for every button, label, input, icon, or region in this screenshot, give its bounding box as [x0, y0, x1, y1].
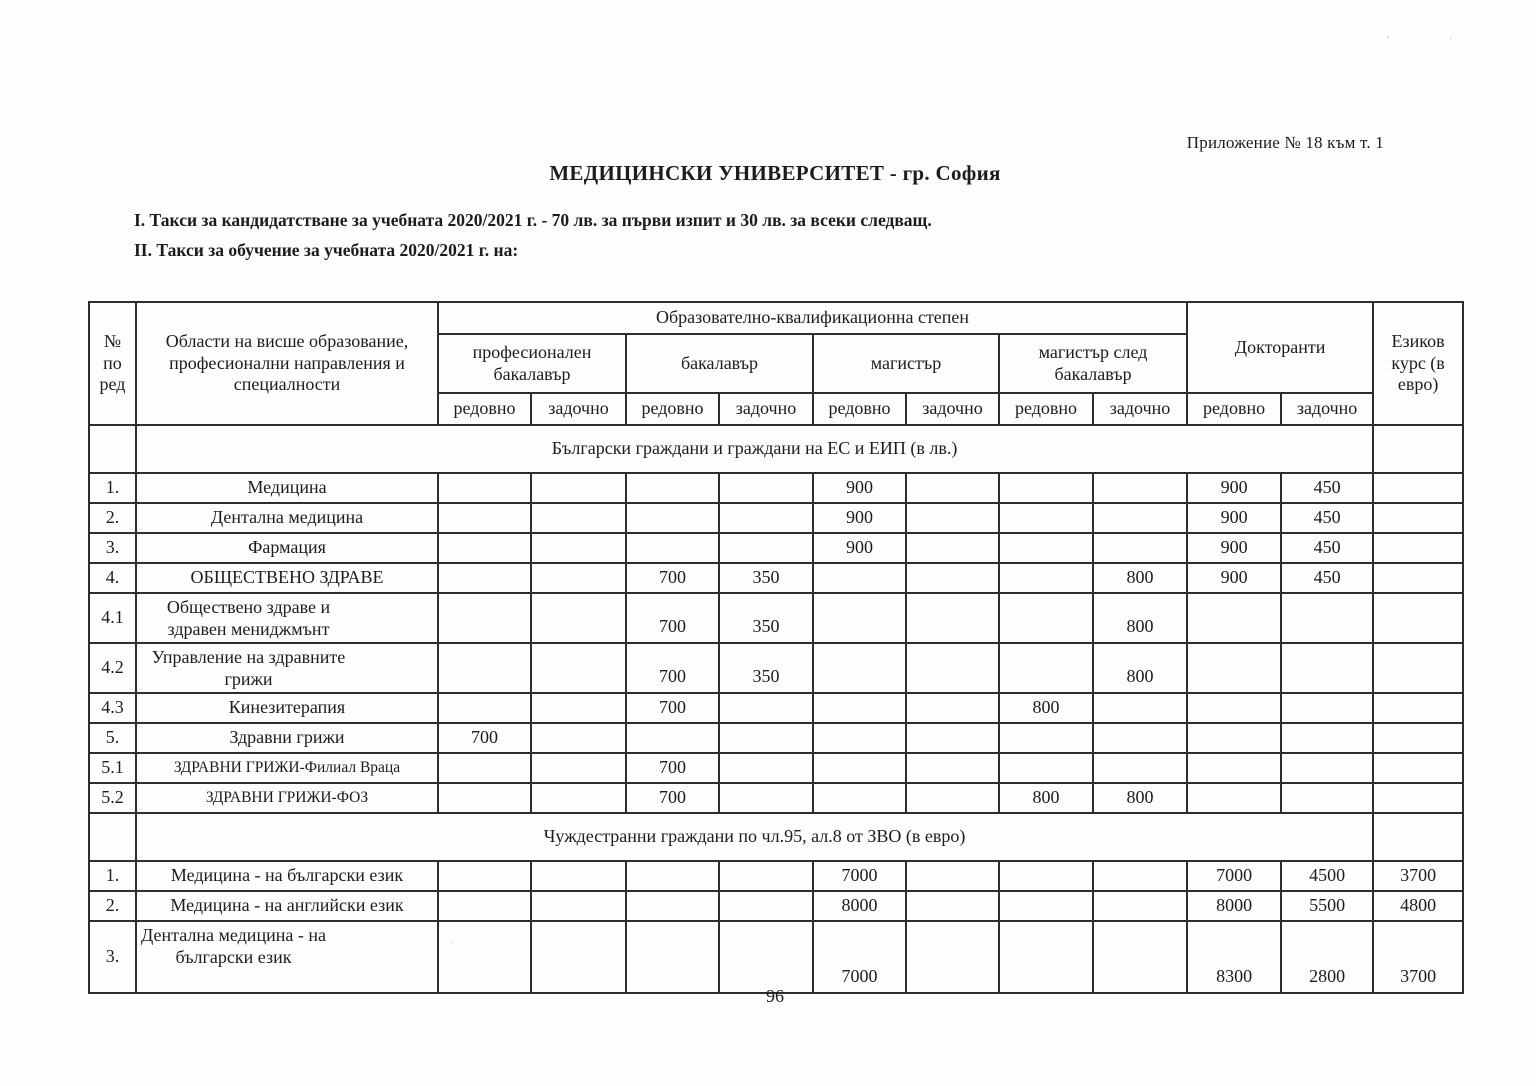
- fee-value-cell: [531, 563, 626, 593]
- fee-value-cell: [719, 783, 813, 813]
- fee-value-cell: 2800: [1281, 921, 1373, 993]
- fee-value-cell: 800: [999, 783, 1093, 813]
- fee-value-cell: [1373, 593, 1463, 643]
- fee-value-cell: 450: [1281, 503, 1373, 533]
- row-number: 4.1: [89, 593, 136, 643]
- fee-value-cell: [999, 643, 1093, 693]
- specialty-name: Медицина: [136, 473, 438, 503]
- fee-value-cell: [1373, 533, 1463, 563]
- fee-value-cell: 900: [813, 533, 906, 563]
- header-row-number: № по ред: [89, 302, 136, 425]
- fee-value-cell: 450: [1281, 473, 1373, 503]
- fee-value-cell: 900: [1187, 503, 1281, 533]
- fee-value-cell: 900: [813, 503, 906, 533]
- specialty-name: Фармация: [136, 533, 438, 563]
- fee-value-cell: [531, 503, 626, 533]
- fee-value-cell: [531, 921, 626, 993]
- fee-value-cell: [906, 891, 999, 921]
- header-mode-part-time: задочно: [719, 393, 813, 425]
- fee-value-cell: [813, 693, 906, 723]
- header-mode-full-time: редовно: [438, 393, 531, 425]
- row-number: 1.: [89, 861, 136, 891]
- fee-value-cell: 700: [626, 563, 719, 593]
- fee-row: [89, 783, 1463, 813]
- fee-value-cell: [1093, 693, 1187, 723]
- header-degree-master: магистър: [813, 334, 999, 393]
- specialty-name: Здравни грижи: [136, 723, 438, 753]
- fee-value-cell: [531, 891, 626, 921]
- fee-value-cell: [1093, 503, 1187, 533]
- fee-value-cell: [719, 861, 813, 891]
- fee-value-cell: [906, 503, 999, 533]
- fee-value-cell: [438, 593, 531, 643]
- fee-value-cell: [438, 503, 531, 533]
- specialty-name: Дентална медицина - на български език: [136, 921, 438, 993]
- fee-value-cell: [1373, 473, 1463, 503]
- fee-value-cell: [531, 861, 626, 891]
- fee-value-cell: [438, 643, 531, 693]
- header-mode-full-time: редовно: [999, 393, 1093, 425]
- specialty-name: Кинезитерапия: [136, 693, 438, 723]
- fee-value-cell: [813, 643, 906, 693]
- fee-value-cell: 4800: [1373, 891, 1463, 921]
- fee-value-cell: 800: [999, 693, 1093, 723]
- fee-value-cell: [1373, 693, 1463, 723]
- fee-value-cell: 8000: [1187, 891, 1281, 921]
- fee-value-cell: [531, 593, 626, 643]
- fee-value-cell: [1187, 753, 1281, 783]
- fee-value-cell: [1373, 643, 1463, 693]
- fee-value-cell: [999, 723, 1093, 753]
- row-number: 5.: [89, 723, 136, 753]
- fee-value-cell: [438, 533, 531, 563]
- fee-value-cell: [531, 473, 626, 503]
- fee-value-cell: [906, 563, 999, 593]
- fee-value-cell: 8000: [813, 891, 906, 921]
- fee-value-cell: [1187, 593, 1281, 643]
- fee-value-cell: [906, 693, 999, 723]
- specialty-name: ЗДРАВНИ ГРИЖИ-ФОЗ: [136, 783, 438, 813]
- language-course-cell: [1373, 425, 1463, 473]
- fee-value-cell: 900: [1187, 533, 1281, 563]
- page-number: 96: [766, 986, 784, 1006]
- fee-value-cell: [999, 593, 1093, 643]
- fee-value-cell: [906, 861, 999, 891]
- fee-row: [89, 503, 1463, 533]
- fee-value-cell: [906, 753, 999, 783]
- section-title: Български граждани и граждани на ЕС и ЕИП (в лв.): [136, 425, 1373, 473]
- fee-value-cell: 900: [1187, 563, 1281, 593]
- header-degree-bachelor: бакалавър: [626, 334, 813, 393]
- fee-value-cell: 3700: [1373, 921, 1463, 993]
- fee-value-cell: [906, 533, 999, 563]
- fee-table: [88, 301, 1464, 994]
- fee-value-cell: [999, 861, 1093, 891]
- row-number: 4.2: [89, 643, 136, 693]
- specialty-name: Управление на здравните грижи: [136, 643, 438, 693]
- header-mode-part-time: задочно: [1281, 393, 1373, 425]
- fee-value-cell: [906, 593, 999, 643]
- specialty-name: Дентална медицина: [136, 503, 438, 533]
- fee-value-cell: [813, 563, 906, 593]
- fee-row: [89, 693, 1463, 723]
- fee-value-cell: [719, 891, 813, 921]
- fee-value-cell: [1281, 723, 1373, 753]
- fee-value-cell: 700: [438, 723, 531, 753]
- row-number: 3.: [89, 533, 136, 563]
- fee-value-cell: 5500: [1281, 891, 1373, 921]
- fee-value-cell: 800: [1093, 593, 1187, 643]
- fee-value-cell: [1093, 753, 1187, 783]
- fee-value-cell: [719, 503, 813, 533]
- fee-value-cell: [813, 723, 906, 753]
- fee-value-cell: 700: [626, 783, 719, 813]
- specialty-name: Медицина - на български език: [136, 861, 438, 891]
- fee-value-cell: [999, 753, 1093, 783]
- fee-value-cell: [626, 861, 719, 891]
- row-number: 1.: [89, 473, 136, 503]
- fee-value-cell: [1281, 753, 1373, 783]
- fee-value-cell: 700: [626, 593, 719, 643]
- fee-value-cell: 700: [626, 693, 719, 723]
- fee-value-cell: [999, 503, 1093, 533]
- fee-value-cell: [1187, 643, 1281, 693]
- row-number-cell: [89, 813, 136, 861]
- fee-row: [89, 473, 1463, 503]
- fee-value-cell: [719, 753, 813, 783]
- fee-value-cell: [719, 473, 813, 503]
- fee-row: [89, 593, 1463, 643]
- fee-value-cell: [813, 753, 906, 783]
- fee-value-cell: [531, 753, 626, 783]
- fee-value-cell: [906, 473, 999, 503]
- fee-value-cell: [999, 473, 1093, 503]
- fee-row: [89, 753, 1463, 783]
- fee-value-cell: [531, 723, 626, 753]
- fee-row: [89, 533, 1463, 563]
- section-title: Чуждестранни граждани по чл.95, ал.8 от ЗВО (в евро): [136, 813, 1373, 861]
- fee-value-cell: [813, 783, 906, 813]
- fee-value-cell: [1281, 643, 1373, 693]
- specialty-name: ОБЩЕСТВЕНО ЗДРАВЕ: [136, 563, 438, 593]
- section-header-row: [89, 813, 1463, 861]
- section-header-row: [89, 425, 1463, 473]
- fee-value-cell: [438, 783, 531, 813]
- fee-value-cell: [999, 921, 1093, 993]
- fee-value-cell: 4500: [1281, 861, 1373, 891]
- specialty-name: Обществено здраве и здравен мениджмънт: [136, 593, 438, 643]
- fee-value-cell: [531, 693, 626, 723]
- fee-value-cell: [438, 693, 531, 723]
- intro-line-1: I. Такси за кандидатстване за учебната 2020/2021 г. - 70 лв. за първи изпит и 30 лв. за всеки следващ.: [134, 210, 932, 230]
- fee-value-cell: 450: [1281, 533, 1373, 563]
- intro-line-2: II. Такси за обучение за учебната 2020/2021 г. на:: [134, 240, 519, 260]
- header-mode-part-time: задочно: [531, 393, 626, 425]
- row-number: 4.: [89, 563, 136, 593]
- fee-value-cell: [999, 891, 1093, 921]
- fee-value-cell: 3700: [1373, 861, 1463, 891]
- fee-value-cell: 700: [626, 753, 719, 783]
- language-course-cell: [1373, 813, 1463, 861]
- scan-artifact: ʼ: [1386, 34, 1390, 46]
- fee-value-cell: [626, 503, 719, 533]
- header-mode-full-time: редовно: [1187, 393, 1281, 425]
- row-number: 2.: [89, 503, 136, 533]
- fee-value-cell: [1093, 861, 1187, 891]
- fee-value-cell: [1373, 563, 1463, 593]
- fee-row: [89, 921, 1463, 993]
- header-mode-part-time: задочно: [906, 393, 999, 425]
- row-number: 5.1: [89, 753, 136, 783]
- fee-value-cell: [438, 473, 531, 503]
- specialty-name: Медицина - на английски език: [136, 891, 438, 921]
- fee-value-cell: 7000: [813, 921, 906, 993]
- fee-value-cell: [438, 563, 531, 593]
- fee-value-cell: 350: [719, 643, 813, 693]
- fee-value-cell: [626, 723, 719, 753]
- fee-row: [89, 861, 1463, 891]
- fee-value-cell: 900: [1187, 473, 1281, 503]
- fee-value-cell: 7000: [1187, 861, 1281, 891]
- header-mode-full-time: редовно: [813, 393, 906, 425]
- header-mode-full-time: редовно: [626, 393, 719, 425]
- header-degree-professional-bachelor: професионален бакалавър: [438, 334, 626, 393]
- fee-value-cell: [531, 643, 626, 693]
- fee-value-cell: 800: [1093, 563, 1187, 593]
- row-number: 4.3: [89, 693, 136, 723]
- fee-value-cell: [1093, 891, 1187, 921]
- fee-value-cell: [531, 783, 626, 813]
- header-doctoral: Докторанти: [1187, 302, 1373, 393]
- fee-value-cell: 7000: [813, 861, 906, 891]
- fee-value-cell: [1373, 783, 1463, 813]
- fee-value-cell: [626, 891, 719, 921]
- fee-value-cell: [1281, 693, 1373, 723]
- fee-value-cell: 350: [719, 563, 813, 593]
- fee-value-cell: [906, 643, 999, 693]
- fee-value-cell: [1093, 921, 1187, 993]
- fee-row: [89, 643, 1463, 693]
- annex-note: Приложение № 18 към т. 1: [1186, 133, 1384, 152]
- fee-value-cell: [906, 921, 999, 993]
- fee-value-cell: [813, 593, 906, 643]
- row-number: 3.: [89, 921, 136, 993]
- fee-value-cell: [719, 723, 813, 753]
- fee-value-cell: [906, 723, 999, 753]
- fee-value-cell: [1093, 723, 1187, 753]
- fee-value-cell: 350: [719, 593, 813, 643]
- fee-value-cell: 800: [1093, 783, 1187, 813]
- fee-value-cell: [1093, 473, 1187, 503]
- fee-value-cell: [1281, 783, 1373, 813]
- fee-value-cell: [438, 891, 531, 921]
- fee-value-cell: [438, 921, 531, 993]
- fee-value-cell: [531, 533, 626, 563]
- fee-value-cell: [438, 861, 531, 891]
- fee-value-cell: [438, 753, 531, 783]
- fee-value-cell: [719, 921, 813, 993]
- fee-table-body: [89, 425, 1463, 993]
- fee-value-cell: [906, 783, 999, 813]
- fee-value-cell: [1093, 533, 1187, 563]
- header-mode-part-time: задочно: [1093, 393, 1187, 425]
- header-language-course: Езиков курс (в евро): [1373, 302, 1463, 425]
- header-degree-master-after-bachelor: магистър след бакалавър: [999, 334, 1187, 393]
- fee-value-cell: 450: [1281, 563, 1373, 593]
- scan-artifact: ·: [451, 938, 454, 948]
- specialty-name: ЗДРАВНИ ГРИЖИ-Филиал Враца: [136, 753, 438, 783]
- fee-value-cell: [1373, 723, 1463, 753]
- fee-value-cell: [1281, 593, 1373, 643]
- fee-value-cell: [999, 563, 1093, 593]
- fee-value-cell: 700: [626, 643, 719, 693]
- header-area: Области на висше образование, професионални направления и специалности: [136, 302, 438, 425]
- fee-value-cell: [999, 533, 1093, 563]
- row-number: 2.: [89, 891, 136, 921]
- fee-table-header: [89, 302, 1463, 425]
- fee-value-cell: 8300: [1187, 921, 1281, 993]
- fee-row: [89, 723, 1463, 753]
- fee-value-cell: [626, 533, 719, 563]
- fee-row: [89, 891, 1463, 921]
- scan-artifact: ·: [1449, 33, 1453, 45]
- document-title: МЕДИЦИНСКИ УНИВЕРСИТЕТ - гр. София: [549, 161, 1001, 185]
- fee-value-cell: [626, 921, 719, 993]
- fee-value-cell: [719, 533, 813, 563]
- fee-row: [89, 563, 1463, 593]
- fee-value-cell: [1187, 723, 1281, 753]
- fee-value-cell: [1373, 753, 1463, 783]
- row-number-cell: [89, 425, 136, 473]
- fee-value-cell: [1373, 503, 1463, 533]
- fee-value-cell: [1187, 693, 1281, 723]
- fee-value-cell: [626, 473, 719, 503]
- fee-value-cell: [719, 693, 813, 723]
- row-number: 5.2: [89, 783, 136, 813]
- fee-value-cell: [1187, 783, 1281, 813]
- header-degree-group: Образователно-квалификационна степен: [438, 302, 1187, 334]
- fee-value-cell: 800: [1093, 643, 1187, 693]
- fee-value-cell: 900: [813, 473, 906, 503]
